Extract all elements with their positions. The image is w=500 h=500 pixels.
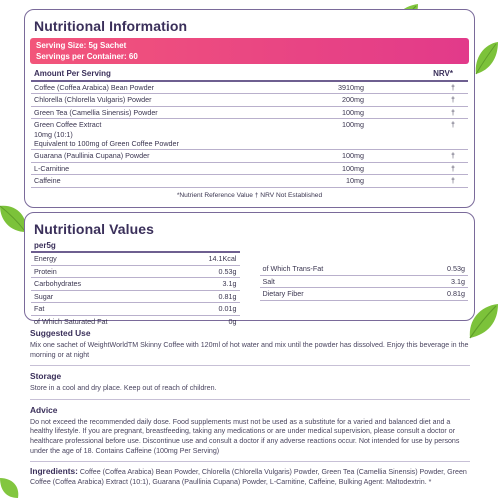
table-row	[31, 291, 240, 304]
nutrient-name: Salt	[262, 276, 275, 286]
ingredient-name-multiline	[34, 120, 304, 148]
amount-per-serving-header: Amount Per Serving	[34, 69, 111, 78]
ingredient-nrv: †	[451, 176, 455, 186]
ingredient-name: Guarana (Paullinia Cupana) Powder	[34, 151, 150, 161]
nutrient-value: 3.1g	[222, 279, 237, 289]
ingredients-paragraph	[30, 467, 470, 487]
ingredient-amount: 100mg	[342, 151, 364, 161]
values-column-right	[250, 241, 469, 328]
nutrient-value: 0.81g	[447, 289, 465, 299]
table-row	[31, 316, 240, 328]
ingredient-name: Green Coffee Extract	[34, 120, 102, 130]
ingredient-amount: 10mg	[346, 176, 364, 186]
table-row	[260, 263, 469, 276]
ingredient-name: Caffeine	[34, 176, 61, 186]
storage-text: Store in a cool and dry place. Keep out of reach of children.	[30, 384, 217, 393]
ingredients-text: Coffee (Coffea Arabica) Bean Powder, Chlorella (Chlorella Vulgaris) Powder, Green Tea (Camellia Sinensis) Powder, Green Coffee (Coffea Arabica) Extract (10:1), Guarana (Paullinia Cupana) Powder, L-Carnitine, Caffeine, Bulking Agent: Maltodextrin. *	[30, 468, 467, 486]
nrv-header: NRV*	[433, 69, 453, 78]
table-row	[31, 107, 468, 119]
ingredient-nrv: †	[451, 151, 455, 161]
table-row	[31, 175, 468, 187]
ingredient-amount: 200mg	[342, 95, 364, 105]
servings-per-container-text: Servings per Container: 60	[36, 52, 138, 61]
nutrient-name: Sugar	[34, 291, 54, 301]
nutrient-name: Energy	[34, 254, 57, 263]
nutrient-name: Protein	[34, 266, 57, 276]
serving-size-text: Serving Size: 5g Sachet	[36, 41, 127, 50]
ingredient-nrv: †	[451, 120, 455, 130]
table-row	[31, 94, 468, 106]
ingredient-name: Green Tea (Camellia Sinensis) Powder	[34, 107, 158, 117]
advice-title: Advice	[30, 404, 58, 415]
nutrient-name: Carbohydrates	[34, 279, 82, 289]
nutrient-name: of Which Saturated Fat	[34, 316, 108, 326]
ingredient-subline: Equivalent to 100mg of Green Coffee Powder	[34, 139, 179, 149]
advice-text: Do not exceed the recommended daily dose. Food supplements must not be used as a substitute for a varied and balanced diet and a healthy lifestyle. If you are pregnant, breastfeeding, taking any medications or are under medical supervision, please consult a doctor or healthcare professional before use. Discontinue use and consult a doctor if any adverse reactions occur. Not intended for use by persons under the age of 18. Contains Caffeine (100mg Per Serving)	[30, 417, 460, 455]
table-row	[31, 266, 240, 279]
nutrient-value: 3.1g	[451, 276, 465, 286]
values-column-left	[31, 241, 250, 328]
per-serving-label: per5g	[31, 241, 240, 253]
nutrient-name: Fat	[34, 304, 45, 314]
nutrient-value: 0.01g	[218, 304, 237, 314]
table-row	[31, 163, 468, 175]
info-table-header	[31, 66, 468, 82]
serving-info-banner	[30, 38, 469, 64]
ingredient-name: Chlorella (Chlorella Vulgaris) Powder	[34, 95, 152, 105]
table-row	[31, 150, 468, 162]
ingredient-nrv: †	[451, 83, 455, 92]
nutritional-information-title: Nutritional Information	[34, 18, 188, 34]
ingredient-amount: 100mg	[342, 107, 364, 117]
ingredient-subline: 10mg (10:1)	[34, 129, 73, 139]
table-row	[31, 278, 240, 291]
suggested-use-text: Mix one sachet of WeightWorldTM Skinny Coffee with 120ml of hot water and mix until the powder has dissolved. Enjoy this beverage in the morning or at night	[30, 341, 469, 359]
section-divider	[30, 461, 470, 462]
nutrient-name: of Which Trans-Fat	[262, 264, 324, 273]
nutrient-value: 0.81g	[218, 291, 237, 301]
nutritional-information-panel	[24, 9, 475, 208]
column-spacer	[260, 241, 469, 253]
nutrient-value: 0g	[228, 316, 237, 326]
nutrient-value: 0.53g	[447, 264, 465, 273]
ingredient-nrv: †	[451, 107, 455, 117]
ingredient-name: L-Carnitine	[34, 163, 70, 173]
table-row	[31, 119, 468, 150]
suggested-use-title: Suggested Use	[30, 328, 91, 338]
leaf-decoration-bottom-left	[0, 474, 20, 500]
section-divider	[30, 399, 470, 400]
nutrient-name: Dietary Fiber	[262, 289, 304, 299]
table-row	[260, 288, 469, 301]
ingredient-nrv: †	[451, 163, 455, 173]
storage-title: Storage	[30, 371, 62, 382]
leaf-decoration-right-top	[474, 40, 500, 76]
table-row	[260, 276, 469, 289]
nutritional-values-title: Nutritional Values	[34, 221, 155, 237]
table-row	[31, 253, 240, 266]
nutritional-values-grid	[31, 241, 468, 328]
ingredient-amount: 100mg	[342, 120, 364, 130]
section-divider	[30, 365, 470, 366]
nutritional-values-panel	[24, 212, 475, 326]
ingredient-amount: 3910mg	[338, 83, 364, 92]
nutrient-value: 14.1Kcal	[208, 254, 237, 263]
nutrient-value: 0.53g	[218, 266, 237, 276]
table-row	[31, 303, 240, 316]
instructions-section	[30, 328, 470, 487]
ingredients-label: Ingredients:	[30, 466, 78, 477]
nrv-footnote: *Nutrient Reference Value † NRV Not Established	[176, 191, 323, 199]
ingredient-name: Coffee (Coffea Arabica) Bean Powder	[34, 83, 154, 92]
ingredient-amount: 100mg	[342, 163, 364, 173]
table-row	[31, 82, 468, 94]
ingredient-nrv: †	[451, 95, 455, 105]
